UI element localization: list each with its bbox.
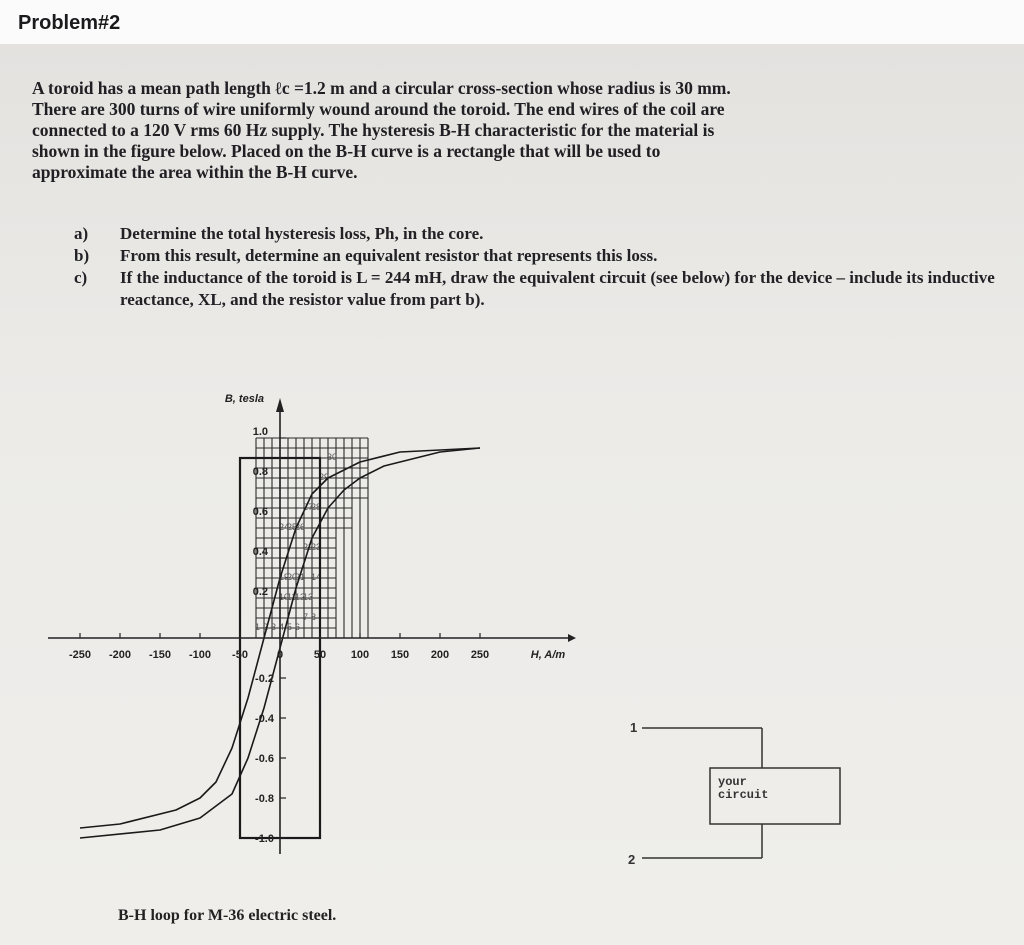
x-tick-label: -250: [68, 649, 92, 661]
part-text: Determine the total hysteresis loss, Ph, in the core.: [120, 224, 484, 243]
circuit-text-line: your: [718, 775, 747, 789]
x-tick-label: 0: [276, 649, 284, 661]
grid-count: 4: [279, 622, 285, 632]
grid-count: 11: [287, 592, 297, 602]
x-tick-label: 100: [350, 649, 370, 661]
grid-count: 2: [263, 622, 269, 632]
intro-line: connected to a 120 V rms 60 Hz supply. The hysteresis B-H characteristic for the material is: [32, 120, 715, 140]
part-text: If the inductance of the toroid is L = 244 mH, draw the equivalent circuit (see below) for the device – include its inductive reactance, XL, and the resistor value from part b).: [120, 268, 995, 309]
intro-line: shown in the figure below. Placed on the B-H curve is a rectangle that will be used to: [32, 141, 661, 161]
grid-count: 27: [303, 502, 314, 512]
grid-count: 26: [295, 522, 306, 532]
y-tick-label: 0.2: [252, 586, 268, 598]
problem-parts: [74, 223, 1004, 311]
h-axis-arrow: [568, 634, 576, 642]
grid-count: 24: [279, 522, 290, 532]
x-tick-label: 50: [313, 649, 327, 661]
grid-count: 13: [303, 592, 314, 602]
problem-title: Problem#2: [18, 12, 121, 34]
x-tick-label: -100: [188, 649, 212, 661]
grid-count: 1: [255, 622, 261, 632]
b-axis-arrow: [276, 398, 284, 412]
y-axis-label: B, tesla: [224, 393, 264, 405]
y-tick-label: 0.8: [252, 466, 268, 478]
x-tick-label: -150: [148, 649, 172, 661]
bh-loop-chart: [0, 380, 640, 900]
x-tick-label: 200: [430, 649, 450, 661]
grid-count: 19: [279, 572, 290, 582]
y-tick-label: 0.4: [252, 546, 268, 558]
y-tick-label: -0.6: [255, 753, 274, 765]
circuit-box-text: [718, 776, 768, 802]
terminal-2-label: 2: [628, 852, 636, 867]
x-tick-label: 250: [470, 649, 490, 661]
grid-count: 3: [271, 622, 277, 632]
grid-count: 28: [311, 502, 322, 512]
part-b: [74, 245, 1004, 267]
y-tick-label: -1.0: [255, 833, 274, 845]
grid-count: 12: [295, 592, 306, 602]
grid-count: 14: [311, 572, 322, 582]
part-a: [74, 223, 1004, 245]
part-c: [74, 267, 1004, 311]
grid-count: 23: [311, 542, 322, 552]
part-label: c): [74, 268, 88, 287]
grid-count: 6: [295, 622, 301, 632]
grid-count: 20: [287, 572, 298, 582]
axis-labels: [69, 393, 565, 845]
grid-count: 25: [287, 522, 298, 532]
grid-count: 10: [279, 592, 290, 602]
grid-count: 5: [287, 622, 293, 632]
intro-line: A toroid has a mean path length ℓc =1.2 m and a circular cross-section whose radius is 30 mm.: [32, 78, 731, 98]
grid-count: 29: [319, 472, 330, 482]
intro-line: approximate the area within the B-H curve.: [32, 162, 358, 182]
grid-count: 22: [303, 542, 314, 552]
header-bar: [0, 0, 1024, 44]
y-tick-label: -0.2: [255, 673, 274, 685]
part-text: From this result, determine an equivalent resistor that represents this loss.: [120, 246, 658, 265]
intro-line: There are 300 turns of wire uniformly wound around the toroid. The end wires of the coil are: [32, 99, 725, 119]
grid-count: 30: [327, 452, 338, 462]
y-tick-label: 1.0: [252, 426, 268, 438]
grid-count: 7: [303, 612, 309, 622]
circuit-text-line: circuit: [718, 788, 769, 802]
grid-count: 21: [295, 572, 306, 582]
x-axis-label: H, A/m: [530, 649, 566, 661]
x-tick-label: -200: [108, 649, 132, 661]
part-label: b): [74, 246, 90, 265]
y-tick-label: -0.8: [255, 793, 274, 805]
y-tick-label: -0.4: [255, 713, 274, 725]
y-tick-label: 0.6: [252, 506, 268, 518]
grid-count: 8: [311, 612, 317, 622]
x-tick-label: -50: [232, 649, 248, 661]
x-tick-label: 150: [390, 649, 410, 661]
chart-caption: B-H loop for M-36 electric steel.: [118, 907, 337, 924]
part-label: a): [74, 224, 89, 243]
terminal-1-label: 1: [630, 720, 638, 735]
problem-statement: [32, 78, 992, 183]
